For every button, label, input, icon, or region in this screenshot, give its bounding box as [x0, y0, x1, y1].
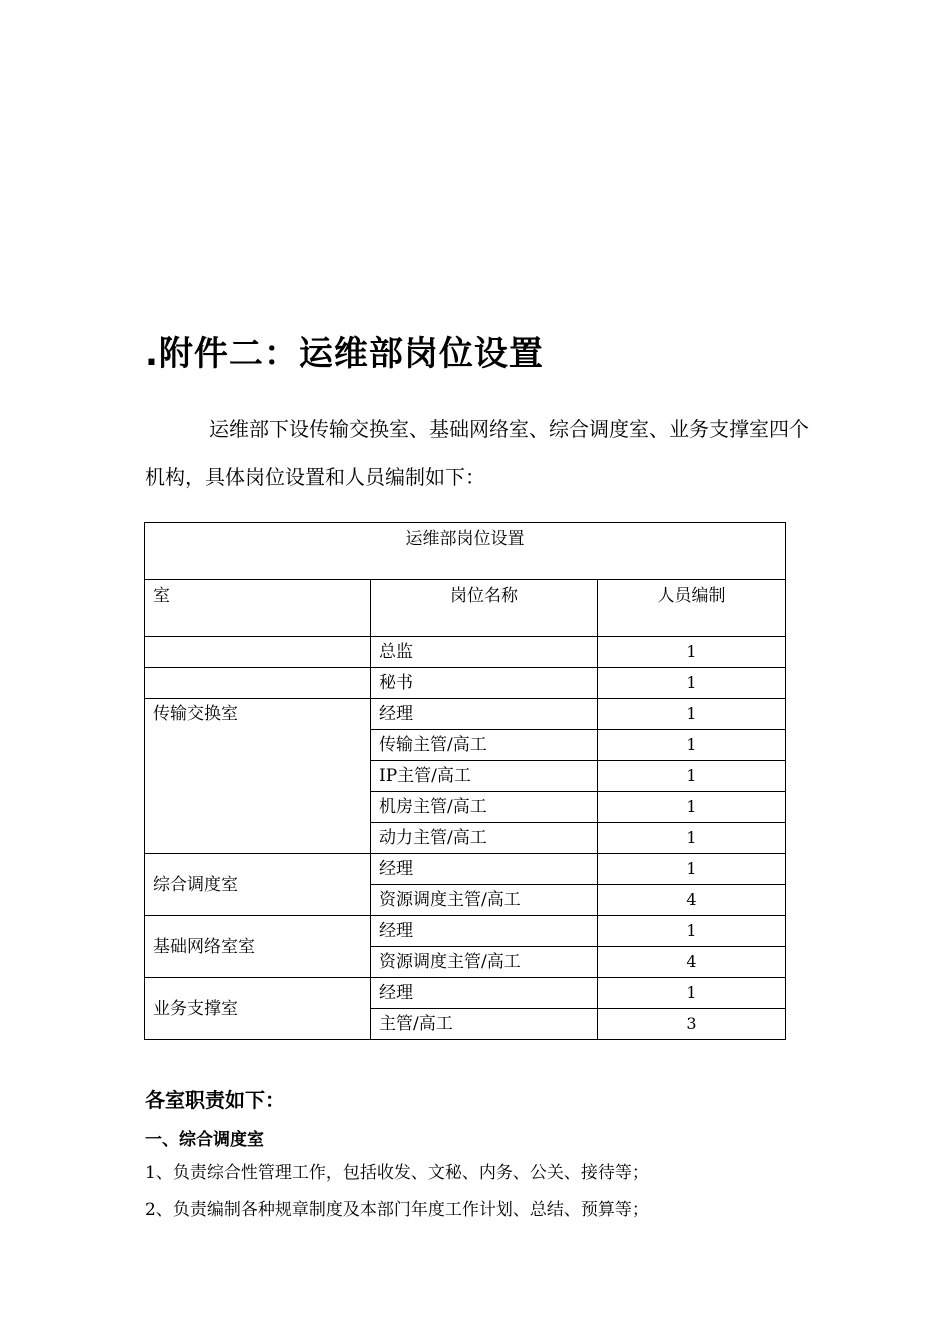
duty-item: 1、负责综合性管理工作，包括收发、文秘、内务、公关、接待等；: [145, 1163, 649, 1183]
count-cell: 1: [598, 792, 786, 823]
post-cell: 经理: [371, 699, 598, 730]
post-cell: IP主管/高工: [371, 761, 598, 792]
post-cell: 经理: [371, 916, 598, 947]
count-cell: 1: [598, 916, 786, 947]
post-cell: 传输主管/高工: [371, 730, 598, 761]
count-cell: 4: [598, 885, 786, 916]
header-room: 室: [145, 580, 371, 637]
room-cell: 基础网络室室: [145, 916, 371, 978]
table-row: [145, 916, 786, 947]
count-cell: 4: [598, 947, 786, 978]
post-cell: 总监: [371, 637, 598, 668]
count-cell: 3: [598, 1009, 786, 1040]
page-heading: .附件二：运维部岗位设置: [145, 334, 544, 374]
table-header-row: [145, 580, 786, 637]
room-cell: [145, 668, 371, 699]
room-cell: [145, 637, 371, 668]
count-cell: 1: [598, 854, 786, 885]
count-cell: 1: [598, 637, 786, 668]
room-cell: 业务支撑室: [145, 978, 371, 1040]
post-cell: 资源调度主管/高工: [371, 947, 598, 978]
table-title-row: [145, 523, 786, 580]
post-table: [144, 522, 786, 1040]
duties-title: 各室职责如下：: [145, 1088, 285, 1112]
header-count: 人员编制: [598, 580, 786, 637]
post-cell: 经理: [371, 854, 598, 885]
table-row: [145, 854, 786, 885]
table-row: [145, 637, 786, 668]
count-cell: 1: [598, 668, 786, 699]
count-cell: 1: [598, 823, 786, 854]
table-row: [145, 978, 786, 1009]
post-cell: 秘书: [371, 668, 598, 699]
post-cell: 动力主管/高工: [371, 823, 598, 854]
table-row: [145, 699, 786, 730]
table-row: [145, 668, 786, 699]
post-cell: 资源调度主管/高工: [371, 885, 598, 916]
table-title: 运维部岗位设置: [145, 523, 786, 580]
post-cell: 机房主管/高工: [371, 792, 598, 823]
room-cell: 传输交换室: [145, 699, 371, 854]
header-post: 岗位名称: [371, 580, 598, 637]
post-cell: 经理: [371, 978, 598, 1009]
count-cell: 1: [598, 699, 786, 730]
room-cell: 综合调度室: [145, 854, 371, 916]
count-cell: 1: [598, 730, 786, 761]
section-title: 一、综合调度室: [145, 1130, 264, 1150]
count-cell: 1: [598, 761, 786, 792]
post-cell: 主管/高工: [371, 1009, 598, 1040]
intro-paragraph: 运维部下设传输交换室、基础网络室、综合调度室、业务支撑室四个机构，具体岗位设置和人员编制如下：: [145, 417, 809, 489]
count-cell: 1: [598, 978, 786, 1009]
duty-item: 2、负责编制各种规章制度及本部门年度工作计划、总结、预算等；: [145, 1200, 649, 1220]
